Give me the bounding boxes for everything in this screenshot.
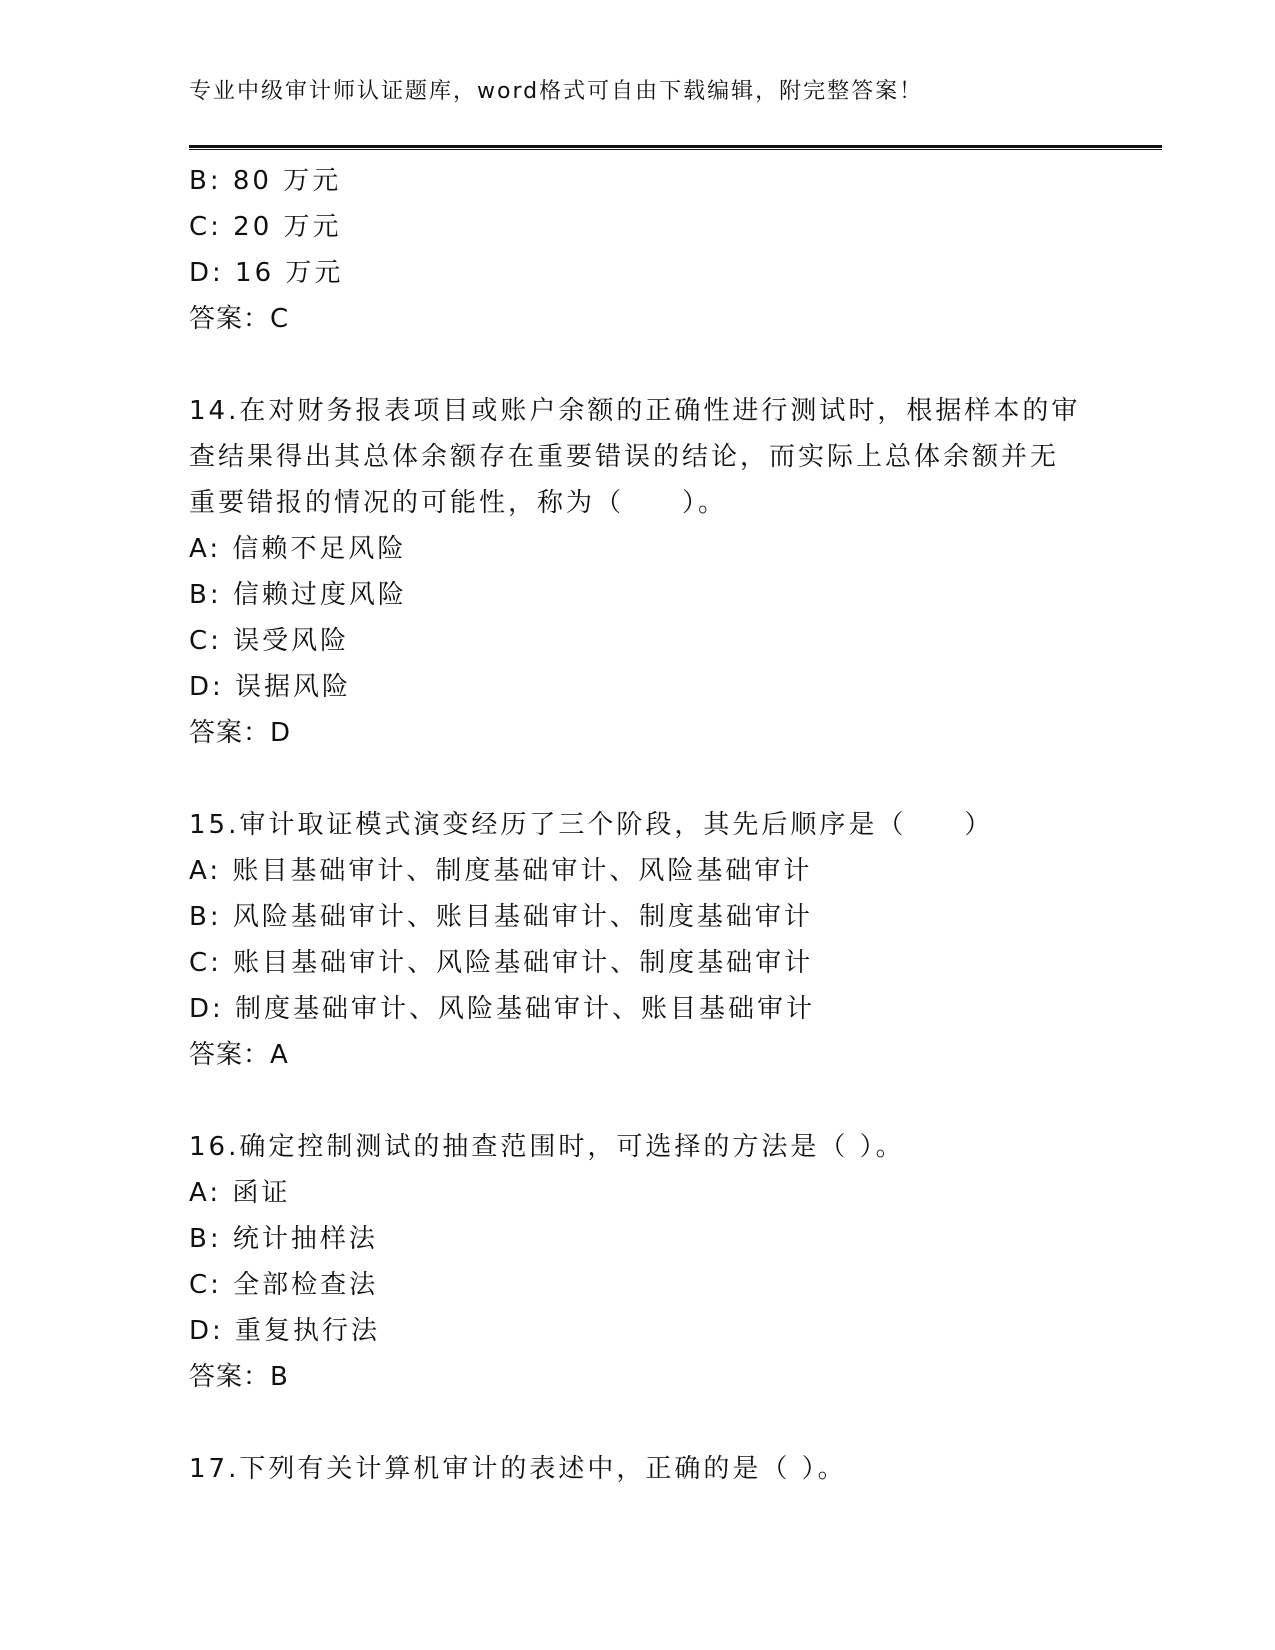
question-stem: 查结果得出其总体余额存在重要错误的结论，而实际上总体余额并无 <box>189 442 1060 472</box>
question-stem: 重要错报的情况的可能性，称为（ ）。 <box>189 488 728 518</box>
answer-line: 答案：B <box>189 1362 289 1392</box>
option-line: C: 误受风险 <box>189 626 350 656</box>
question-stem: 17.下列有关计算机审计的表述中，正确的是（ ）。 <box>189 1454 847 1484</box>
answer-line: 答案：D <box>189 718 292 748</box>
page-header: 专业中级审计师认证题库，word格式可自由下载编辑，附完整答案！ <box>189 79 924 104</box>
question-stem: 16.确定控制测试的抽查范围时，可选择的方法是（ ）。 <box>189 1132 905 1162</box>
option-line: A: 账目基础审计、制度基础审计、风险基础审计 <box>189 856 813 886</box>
option-line: B: 信赖过度风险 <box>189 580 407 610</box>
spacer <box>189 756 1089 802</box>
spacer <box>189 342 1089 388</box>
option-line: C: 全部检查法 <box>189 1270 379 1300</box>
option-line: D: 16 万元 <box>189 258 344 288</box>
question-content <box>189 158 1089 1492</box>
option-line: B: 风险基础审计、账目基础审计、制度基础审计 <box>189 902 813 932</box>
spacer <box>189 1078 1089 1124</box>
option-line: D: 误据风险 <box>189 672 352 702</box>
option-line: B: 统计抽样法 <box>189 1224 378 1254</box>
option-line: C: 账目基础审计、风险基础审计、制度基础审计 <box>189 948 814 978</box>
spacer <box>189 1400 1089 1446</box>
option-line: A: 信赖不足风险 <box>189 534 407 564</box>
answer-line: 答案：A <box>189 1040 289 1070</box>
answer-line: 答案：C <box>189 304 290 334</box>
header-divider <box>189 145 1162 150</box>
option-line: D: 重复执行法 <box>189 1316 381 1346</box>
option-line: D: 制度基础审计、风险基础审计、账目基础审计 <box>189 994 816 1024</box>
question-stem: 14.在对财务报表项目或账户余额的正确性进行测试时，根据样本的审 <box>189 396 1081 426</box>
question-stem: 15.审计取证模式演变经历了三个阶段，其先后顺序是（ ） <box>189 810 994 840</box>
option-line: B: 80 万元 <box>189 166 342 196</box>
option-line: C: 20 万元 <box>189 212 342 242</box>
option-line: A: 函证 <box>189 1178 291 1208</box>
